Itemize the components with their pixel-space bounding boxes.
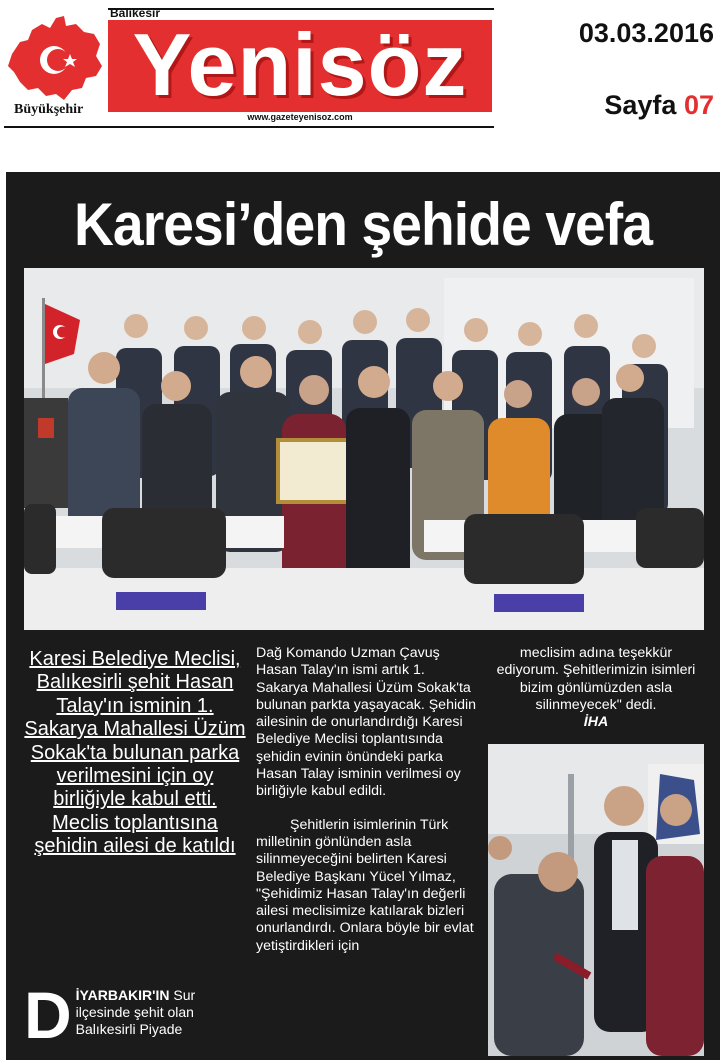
hand-kiss-photo [488,744,704,1056]
body-column-2 [256,645,480,955]
masthead [4,4,492,126]
issue-date: 03.03.2016 [578,18,714,48]
article-lead: Karesi Belediye Meclisi, Balıkesirli şehit Hasan Talay'ın isminin 1. Sakarya Mahallesi Üzüm Sokak'ta bulunan parka verilmesini için oy birliğiyle kabul etti. Meclis toplantısına şehidin ailesi de katıldı [24,648,246,858]
article-box [6,172,720,1060]
dropcap-rest-text: Sur ilçesinde şehit olan Balıkesirli Piyade [75,987,196,1037]
masthead-top-rule [108,8,494,10]
dropcap-paragraph [24,978,246,1052]
page-number [604,90,714,121]
city-label: Balıkesir [110,6,161,20]
body-paragraph-3: meclisim adına teşekkür ediyorum. Şehitlerimizin isimleri bizim gönlümüzden asla silinmeyecek" dedi. [496,645,696,713]
brand-banner [108,15,492,114]
headline: Karesi’den şehide vefa [73,191,653,258]
body-paragraph-2: Şehitlerin isimlerinin Türk milletinin gönlünden asla silinmeyeceğini belirten Karesi Belediye Başkanı Yücel Yılmaz, "Şehidimiz Hasan Talay'ın değerli ailesi meclisimize katılarak bizleri onurlandırdı. Onlara böyle bir evlat yetiştirdikleri için [256,816,474,954]
dropcap-bold-text: İYARBAKIR'IN [75,987,170,1003]
newspaper-name: Yenisöz [132,15,468,114]
masthead-bottom-rule [4,126,494,128]
group-photo [24,268,704,630]
dropcap-letter: D [24,978,72,1052]
region-label: Büyükşehir [14,102,84,117]
page-number-value: 07 [683,90,714,120]
website-url: www.gazeteyenisoz.com [247,112,353,122]
page-label: Sayfa [604,90,677,120]
body-column-3 [488,645,704,731]
turkey-map-logo [6,10,104,106]
news-source: İHA [583,714,609,731]
body-paragraph-1: Dağ Komando Uzman Çavuş Hasan Talay'ın ismi artık 1. Sakarya Mahallesi Üzüm Sokak'ta bulunan parkta yaşayacak. Şehidin ailesinin de onurlandırdığı Karesi Belediye Meclisi toplantısında şehidin evinin önündeki parka Hasan Talay isminin verilmesi oy birliğiyle kabul edildi. [256,645,477,800]
